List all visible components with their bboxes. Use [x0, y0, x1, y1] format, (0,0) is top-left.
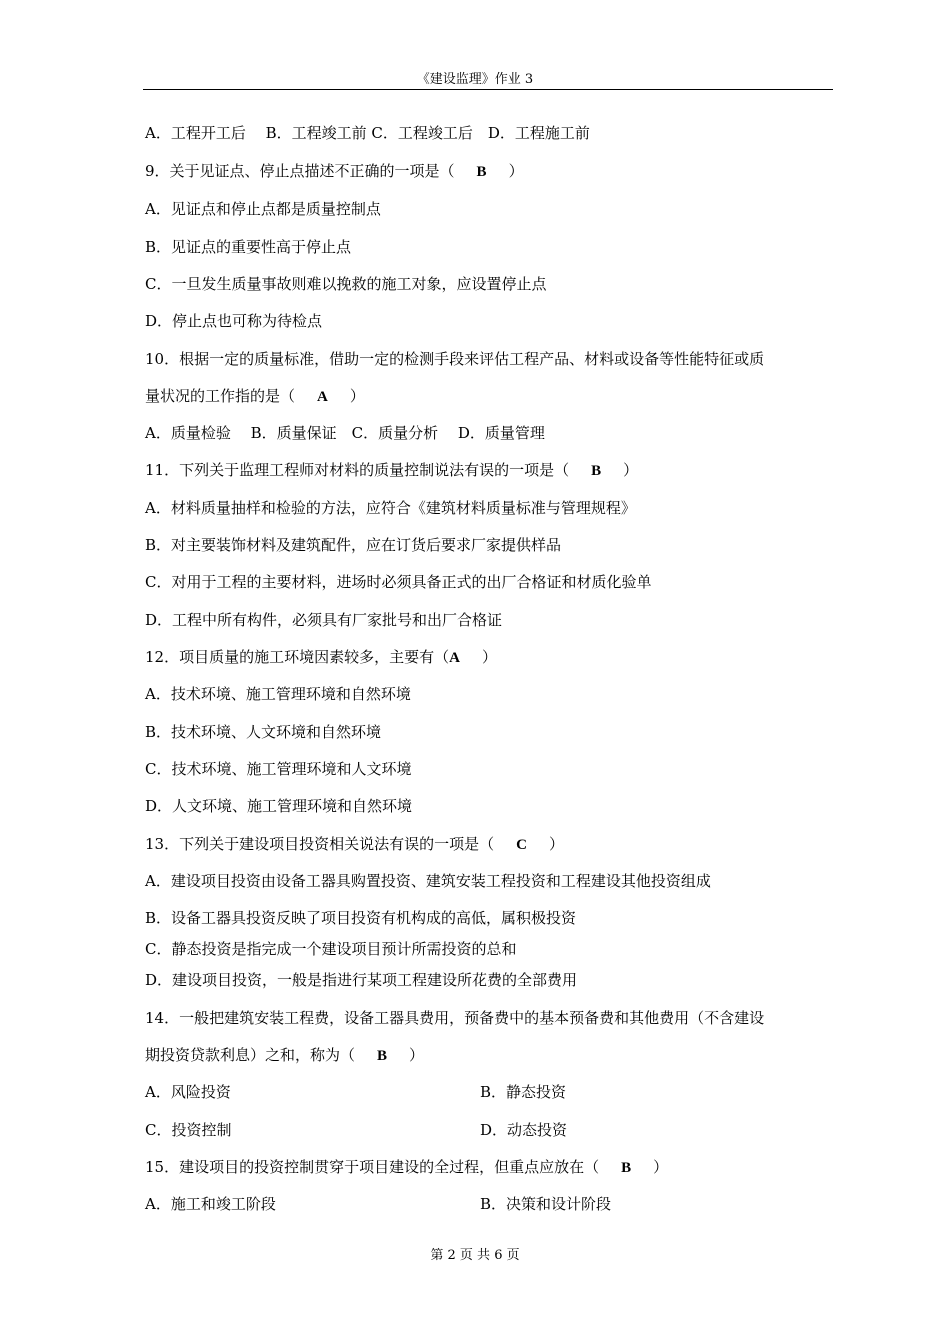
q14-option-c: C．投资控制: [145, 1121, 232, 1139]
q11-option-d: D．工程中所有构件，必须具有厂家批号和出厂合格证: [145, 611, 503, 629]
q12-stem: [145, 646, 497, 668]
q13-option-d: D．建设项目投资，一般是指进行某项工程建设所花费的全部费用: [145, 971, 578, 989]
q15-text: 15．建设项目的投资控制贯穿于项目建设的全过程，但重点应放在（: [145, 1158, 600, 1176]
q13-text: 13．下列关于建设项目投资相关说法有误的一项是（: [145, 835, 495, 853]
q10-text: 量状况的工作指的是（: [145, 387, 296, 405]
q12-answer: A: [449, 650, 460, 666]
q9-option-d: D．停止点也可称为待检点: [145, 312, 323, 330]
q14-option-a: A．风险投资: [145, 1083, 231, 1101]
q13-close: ）: [548, 835, 564, 853]
q10-options: A．质量检验 B．质量保证 C．质量分析 D．质量管理: [145, 424, 545, 442]
q13-option-c: C．静态投资是指完成一个建设项目预计所需投资的总和: [145, 940, 517, 958]
q10-stem-line2: [145, 385, 365, 407]
q12-option-a: A．技术环境、施工管理环境和自然环境: [145, 685, 411, 703]
q15-stem: [145, 1156, 668, 1178]
q11-text: 11．下列关于监理工程师对材料的质量控制说法有误的一项是（: [145, 461, 570, 479]
q15-options-row: [145, 1193, 835, 1215]
q11-answer: B: [591, 463, 602, 479]
page-footer: 第 2 页 共 6 页: [430, 1248, 520, 1263]
q9-text: 9．关于见证点、停止点描述不正确的一项是（: [145, 162, 455, 180]
q11-option-a: A．材料质量抽样和检验的方法，应符合《建筑材料质量标准与管理规程》: [145, 499, 636, 517]
q14-option-d: D．动态投资: [480, 1121, 568, 1139]
q15-answer: B: [621, 1160, 632, 1176]
q13-stem: [145, 833, 564, 855]
q13-option-a: A．建设项目投资由设备工器具购置投资、建筑安装工程投资和工程建设其他投资组成: [145, 872, 711, 890]
q8-options: A．工程开工后 B．工程竣工前 C．工程竣工后 D．工程施工前: [145, 124, 590, 142]
q11-close: ）: [623, 461, 639, 479]
q14-options-row1: [145, 1081, 835, 1103]
q13-answer: C: [516, 837, 527, 853]
q13-option-b: B．设备工器具投资反映了项目投资有机构成的高低，属积极投资: [145, 909, 577, 927]
q12-close: ）: [481, 648, 497, 666]
q14-options-row2: [145, 1119, 835, 1141]
q10-stem-line1: 10．根据一定的质量标准，借助一定的检测手段来评估工程产品、材料或设备等性能特征或质: [145, 350, 765, 368]
q15-option-a: A．施工和竣工阶段: [145, 1195, 276, 1213]
q9-close: ）: [508, 162, 524, 180]
q14-stem-line2: [145, 1044, 424, 1066]
q11-option-b: B．对主要装饰材料及建筑配件，应在订货后要求厂家提供样品: [145, 536, 562, 554]
q11-stem: [145, 459, 638, 481]
q14-text: 期投资贷款利息）之和，称为（: [145, 1046, 356, 1064]
q12-option-d: D．人文环境、施工管理环境和自然环境: [145, 797, 413, 815]
page-header: 《建设监理》作业 3: [416, 72, 534, 87]
header-rule: [143, 89, 833, 90]
q14-option-b: B．静态投资: [480, 1083, 567, 1101]
q15-close: ）: [653, 1158, 669, 1176]
q9-answer: B: [476, 164, 487, 180]
q12-option-c: C．技术环境、施工管理环境和人文环境: [145, 760, 412, 778]
q9-option-a: A．见证点和停止点都是质量控制点: [145, 200, 381, 218]
q14-close: ）: [409, 1046, 425, 1064]
q10-close: ）: [349, 387, 365, 405]
q10-answer: A: [317, 389, 328, 405]
q12-option-b: B．技术环境、人文环境和自然环境: [145, 723, 382, 741]
q9-option-b: B．见证点的重要性高于停止点: [145, 238, 352, 256]
q14-stem-line1: 14．一般把建筑安装工程费，设备工器具费用，预备费中的基本预备费和其他费用（不含建设: [145, 1009, 765, 1027]
q14-answer: B: [377, 1048, 388, 1064]
q11-option-c: C．对用于工程的主要材料，进场时必须具备正式的出厂合格证和材质化验单: [145, 573, 652, 591]
q9-option-c: C．一旦发生质量事故则难以挽救的施工对象，应设置停止点: [145, 275, 547, 293]
q12-text: 12．项目质量的施工环境因素较多，主要有（: [145, 648, 450, 666]
q9-stem: [145, 160, 524, 182]
q15-option-b: B．决策和设计阶段: [480, 1195, 612, 1213]
